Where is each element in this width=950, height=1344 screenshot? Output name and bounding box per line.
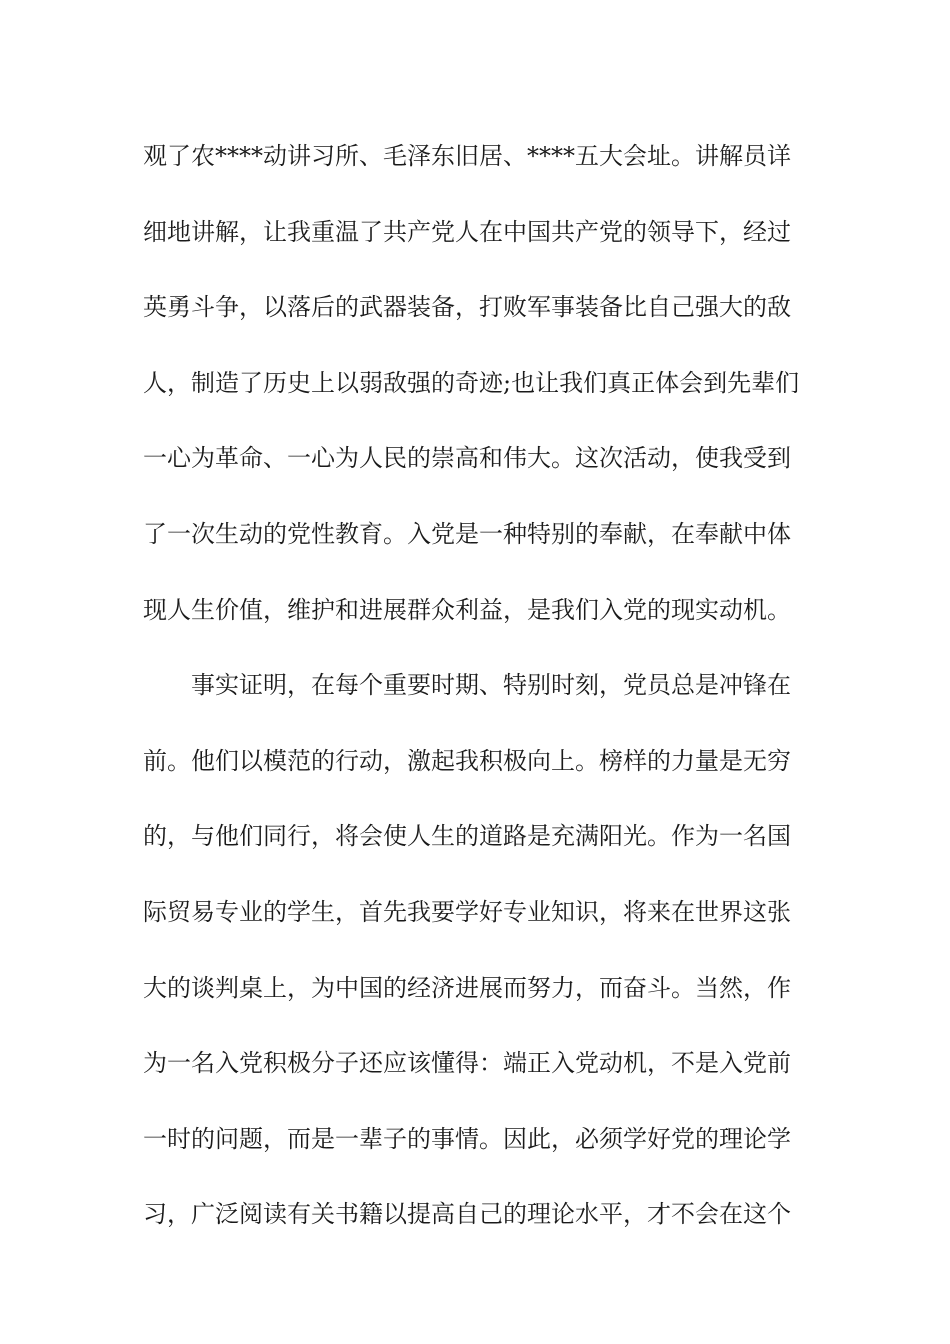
text-line: 一时的问题，而是一辈子的事情。因此，必须学好党的理论学: [143, 1124, 791, 1153]
text-line: 人，制造了历史上以弱敌强的奇迹;也让我们真正体会到先辈们: [143, 368, 800, 397]
text-line: 英勇斗争，以落后的武器装备，打败军事装备比自己强大的敌: [143, 293, 791, 322]
body-text: [143, 128, 813, 1262]
text-line: 了一次生动的党性教育。入党是一种特别的奉献，在奉献中体: [143, 519, 791, 548]
text-line: 细地讲解，让我重温了共产党人在中国共产党的领导下，经过: [143, 217, 791, 246]
text-line: 一心为革命、一心为人民的崇高和伟大。这次活动，使我受到: [143, 444, 791, 473]
text-line: 大的谈判桌上，为中国的经济进展而努力，而奋斗。当然，作: [143, 973, 791, 1002]
text-line: 现人生价值，维护和进展群众利益，是我们入党的现实动机。: [143, 595, 791, 624]
text-line: 际贸易专业的学生，首先我要学好专业知识，将来在世界这张: [143, 897, 791, 926]
text-line: 观了农****动讲习所、毛泽东旧居、****五大会址。讲解员详: [143, 142, 791, 170]
paragraph-start-line: 事实证明，在每个重要时期、特别时刻，党员总是冲锋在: [191, 671, 791, 700]
text-line: 习，广泛阅读有关书籍以提高自己的理论水平，才不会在这个: [143, 1200, 791, 1229]
text-line: 为一名入党积极分子还应该懂得：端正入党动机，不是入党前: [143, 1049, 791, 1078]
text-line: 的，与他们同行，将会使人生的道路是充满阳光。作为一名国: [143, 822, 791, 851]
text-line: 前。他们以模范的行动，激起我积极向上。榜样的力量是无穷: [143, 746, 791, 775]
